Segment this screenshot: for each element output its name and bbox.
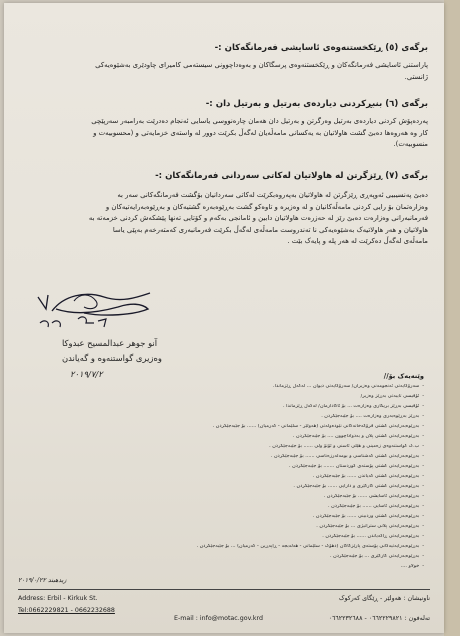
copy-item: -بەڕێوەبەرایەتی گشتی کەشناسی و بومەلەرزەناسی ...... بۆ جێبەجێکردن . [270,454,424,459]
copy-item: -بەڕێوەبەرایەتی گشتی پلان و بەدواداچوون .... بۆ جێبەجێکردن . [292,434,424,439]
section-heading-7: برگەی (٧) ڕێزگرتن لە هاولاتیان لەکاتی سەردانی فەرمانگەکان :- [155,171,428,181]
copy-item: -بەڕێوەبەرایەتی ئاسایشی ...... بۆ جێبەجێکردن . [323,494,424,499]
section-body-7 [8,190,428,248]
footer-address-en: Address: Erbil - Kirkuk St. [18,595,98,602]
copy-item: -بەڕێوەبەرایەتی ئاسایی ...... بۆ جێبەجێکردن . [328,504,424,509]
copy-item: -بەڕێوەبەرایەتی گشتی وردبینی ...... بۆ جێبەجێکردن . [312,514,424,519]
paragraph-line: دەبێ پەنسیبیی ئەوپەڕی ڕێزگرتن لە هاولاتیان بەپەروەبکرێت لەکاتی سەردانیان بۆگشت فەرمانگەکانی سەر بە [117,191,428,199]
copy-item: -ب.گ گواستنەوەی زەمینی و هێلی ئاسنی و ئۆتۆ ولی ...... بۆ جێبەجێکردن . [269,444,424,449]
copies-heading: وێنەیەک بۆ// [383,372,424,380]
copy-item: -بەڕێوەبەرایەتی گشتی کارگێری و دارایی ...... بۆ جێبەجێکردن . [293,484,424,489]
section-body-5 [8,60,428,83]
footer-email: E-mail : info@motac.gov.krd [174,615,263,622]
footer-telephone: Tel:0662229821 - 0662232688 [18,607,115,614]
footer-telephone-ku: تەلەفون : ٠٦٦٢٢٢٩٨٢١ - ٠٦٦٢٢٣٢٦٨٨ [328,615,430,622]
page-background-edge [444,0,460,636]
copy-item: -بەڕێوەبەرایەتی گشتی فرۆکەخانەکانی نێودەوڵەتی (هەولێر - سلێمانی - گەرمیان) ...... بۆ جێبەجێکردن . [212,424,424,429]
copy-item: -سەرۆکایەتی ئەنجومەنی وەزیران/ سەرۆکایەتی دیوان ... لەگەڵ ڕێزماندا. [273,384,424,389]
section-body-6 [8,116,428,151]
copy-item: -ئۆفیسی بەڕێز بریکاری وەزارەت ... بۆ ئاگادارمان/ لەگەڵ ڕێزماندا . [283,404,424,409]
copy-item: -ئۆفیسی تایبەتی بەڕێز وەزیر/ [360,394,424,399]
paragraph-line: هاولاتیان و هەر هاولاتیەک بەشێوەیەکی نا تەندروست مامەڵەی لەگەڵ بکرێت فەرمانبەری کەمتەرخەم بەپێی یاسا [112,225,428,234]
copy-item: -خولاو .... [400,564,424,569]
footer-address-ku: ناونیشان : هەولێر - ڕێگای کەرکوک [338,595,430,602]
signature-date: ٢٠١٩/٧/٢ [70,369,103,379]
copy-item: -بەڕێوەبەرایەتی ڕاگەیاندن ...... بۆ جێبەجێکردن . [322,534,424,539]
copy-item: -بەڕێوەبەرایەتیەکانی پۆستەی پارێزگاکان (دهۆک - سلێمانی - هەڵەبجە - ڕاپەڕین - گەرمیان) ... بۆ جێبەجێکردن . [196,544,424,549]
paragraph-line: پەردەپۆش کردنی دیاردەی بەرتیل وەرگرتن و بەرتیل دان هەمان چارەنووسی یاسایی ئەنجام دەدرێت بەرامبەر سەرپێچی [91,117,428,125]
copy-item: -بەڕێوەبەرایەتی گشتی گەیاندن ...... بۆ جێبەجێکردن . [312,474,424,479]
paragraph-line: فەرمانبەرانی وەزارەت دەبێ رێز لە حەزرەت هاولاتیان دابین و ئامانجی بەکەم و کۆتایی تەنها پێشکەش کردنی خزمەتە بە [88,214,428,222]
document-page [4,3,444,633]
handwritten-note: زیدهبند ٢٠١٩/٠/٢٢ [18,577,67,584]
paragraph-line: پاراستنی ئاسایشی فەرمانگەکان و ڕێکخستنەوەی پرسگاکان و بەوەداچوونی سیستەمی کامیرای چاودێری بەشێوەیەکی [95,61,428,69]
paragraph-line: ژانستی. [404,72,428,81]
copy-item: -بەڕێز بەڕێوەبەری وەزارەت .... بۆ جێبەجێکردن . [321,414,424,419]
signer-name: آنو جوهر عبدالمسیح عبدوکا [62,338,158,348]
copy-item: -بەڕێوەبەرایەتی گشتی پۆستەی کوردستان ....... بۆ جێبەجێکردن . [289,464,424,469]
paragraph-line: کار وە هەروەها دەبێ گشت هاولاتیان بە یەکسانی مامەڵەیان لەگەڵ بکرێت دوور لە واستەی خزمایەتی و (محسوبیەت و [93,128,428,137]
footer-divider [18,589,430,590]
section-heading-5: برگەی (٥) ڕێکخستنەوەی ئاسایشی فەرمانگەکان :- [214,43,428,53]
signer-title: وەزیری گواستنەوە و گەیاندن [62,353,162,363]
copy-item: -بەڕێوەبەرایەتی کارگێری ... بۆ جێبەجێکردن . [330,554,424,559]
paragraph-line: مامەڵەی لەگەڵ دەکرێت لە هەر پلە و پایەک بێت . [287,237,428,245]
paragraph-line: منسوبیەت). [393,140,428,148]
copy-item: -بەڕێوەبەرایەتی پلانی ستراتیژی ... بۆ جێبەجێکردن . [316,524,424,529]
section-heading-6: برگەی (٦) بنبڕکردنی دیاردەی بەرتیل و بەرتیل دان :- [205,99,428,109]
paragraph-line: وەزارەتمان بۆ رایی کردنی مامەڵەکانیان و لە وەزیرە و تاوەکو گشت بەڕێوەبەرە گشتیەکان و بەڕێوەبەرایەتیەکان و [105,202,428,211]
